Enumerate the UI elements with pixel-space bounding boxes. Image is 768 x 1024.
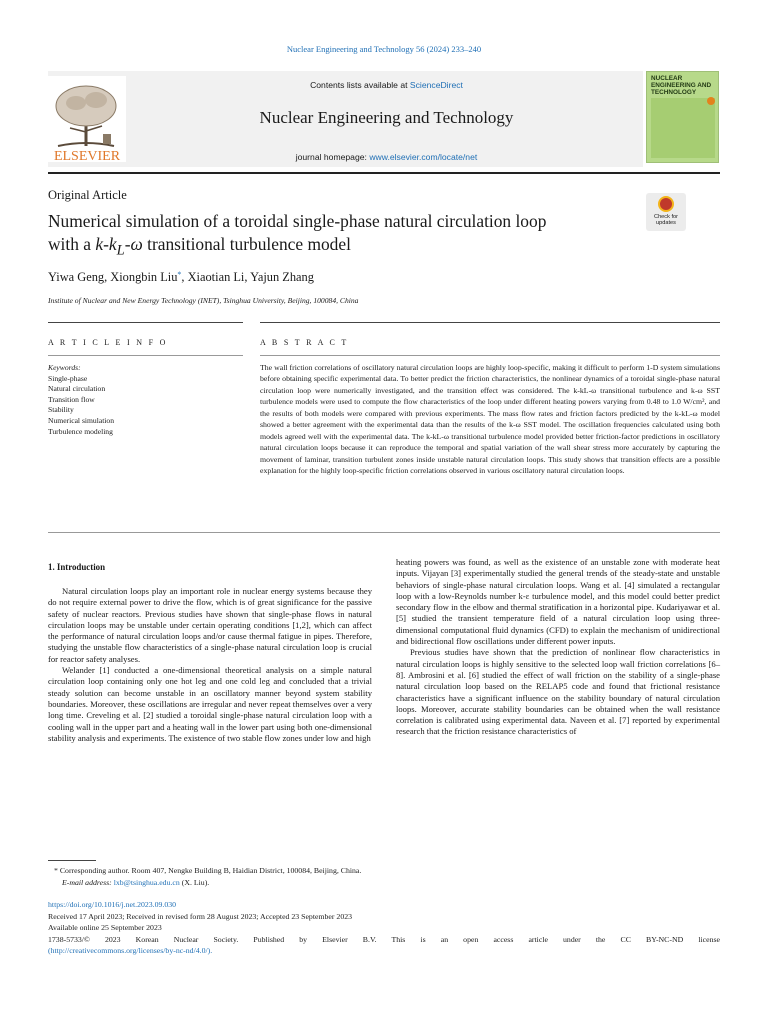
publisher-logo-text: ELSEVIER: [53, 149, 121, 162]
available-online: Available online 25 September 2023: [48, 923, 162, 932]
received-dates: Received 17 April 2023; Received in revised form 28 August 2023; Accepted 23 September 2023: [48, 911, 353, 921]
title-math-omega: ω: [130, 234, 143, 254]
header-divider: [48, 172, 720, 174]
corresponding-author-link[interactable]: *: [177, 270, 182, 279]
corresponding-footnote: [54, 865, 720, 877]
title-math-dash1: -: [103, 234, 109, 254]
title-math-sub: L: [116, 242, 125, 259]
cover-artwork: [651, 98, 715, 158]
title-math-kl: k: [108, 234, 117, 254]
body-column-left: [48, 586, 372, 744]
cover-title: NUCLEAR ENGINEERING AND TECHNOLOGY: [651, 75, 712, 96]
authors-part1: Yiwa Geng, Xiongbin Liu: [48, 270, 178, 284]
footnote-star: *: [54, 866, 58, 875]
title-math-k: k: [95, 234, 104, 254]
check-for-updates-badge[interactable]: [646, 193, 686, 231]
title-math-dash2: -: [124, 234, 131, 254]
body-paragraph: Welander [1] conducted a one-dimensional theoretical analysis on a simple natural circulation loop containing only one hot leg and one cold leg and concluded that a trivial steady solution can become unstable in an oscillatory manner beyond system stability boundaries. Moreover, these oscillations are irregular and never repeat themselves over a very long time. Creveling et al. [2] studied a toroidal single-phase natural circulation loop with a cooling wall in the upper part and a heating wall in the lower part using both one-dimensional stability analysis and experiments. The existence of two stable flow zones under low and high: [48, 665, 372, 743]
author-list: [48, 270, 314, 285]
authors-part2: , Xiaotian Li, Yajun Zhang: [181, 270, 314, 284]
footnotes: [54, 865, 720, 888]
sciencedirect-link[interactable]: ScienceDirect: [409, 80, 463, 90]
body-paragraph: heating powers was found, as well as the existence of an unstable zone with moderate heat inputs. Vijayan [3] experimentally studied the general trends of the steady-state and unstable behaviors of single-phase natural circulation loops. Wang et al. [4] simulated a rectangular loop with a low-Reynolds number k-ε turbulence model, and this model could better predict secondary flow in the elbow and thermal stratification in a horizontal pipe. Kudariyawar et al. [5] studied the transient temperature field of a natural circulation loop using three-dimensional computational fluid dynamics (CFD) to explain the mechanism of unidirectional and bidirectional flow oscillations under different power inputs.: [396, 557, 720, 647]
body-paragraph: Previous studies have shown that the prediction of nonlinear flow characteristics in natural circulation loops is highly sensitive to the selected loop wall friction correlations [6–8]. Ambrosini et al. [6] studied the effect of wall friction on the stability of a single-phase natural circulation loop based on the RELAP5 code and found that frictional resistance characteristics have a significant influence on the stability boundary of natural circulation loops. Moreover, accurate stability boundaries can be obtained when the wall resistance correlation is calibrated using experimental data. Naveen et al. [7] reported by experimental research that the friction resistance characteristics of: [396, 647, 720, 737]
keyword-item: Turbulence modeling: [48, 426, 113, 436]
affiliation: Institute of Nuclear and New Energy Technology (INET), Tsinghua University, Beijing, 100084, China: [48, 296, 359, 305]
email-link[interactable]: lxb@tsinghua.edu.cn: [113, 877, 180, 887]
corresponding-text: Corresponding author. Room 407, Nengke Building B, Haidian District, 100084, Beijing, China.: [59, 866, 362, 875]
homepage-line: [140, 152, 633, 162]
abstract-heading: A B S T R A C T: [260, 338, 349, 347]
journal-citation: [0, 44, 768, 54]
doi-link[interactable]: https://doi.org/10.1016/j.net.2023.09.030: [48, 900, 177, 909]
abstract-text: The wall friction correlations of oscillatory natural circulation loops are highly loop-specific, making it difficult to perform 1-D system simulations before obtaining specific experimental data. To better predict the friction characteristics, the nonlinear dynamics of a toroidal single-phase natural circulation loop were numerically investigated, and the transition effect was considered. The k-kL-ω transitional turbulence and k-ω SST turbulence models were used to compute the flow characteristics of the loop under different heating powers varying from 0.48 to 1.0 W/cm², and the results of both models were compared with previous experiments. The mass flow rates and friction factors predicted by the k-kL-ω model showed a better agreement with the experimental data than the results of the k-ω SST model. The oscillation frequencies calculated using both models agreed well with the experimental data. The k-kL-ω transitional turbulence model provided better friction-factor predictions in oscillatory natural circulation loops because it can reproduce the temporal and spatial variation of the wall shear stress more accurately by capturing the movement of laminar, transition turbulent zones inside unstable natural circulation loops. This study shows that transition effects are a possible explanation for the highly loop-specific friction correlations observed in various oscillatory natural circulation loops.: [260, 363, 720, 476]
keywords-block: [48, 363, 243, 437]
elsevier-logo[interactable]: [48, 76, 126, 162]
keyword-item: Single-phase: [48, 373, 88, 383]
keyword-item: Stability: [48, 405, 74, 415]
license-text: 1738-5733/© 2023 Korean Nuclear Society. Published by Elsevier B.V. This is an open access article under the CC BY-NC-ND license: [48, 934, 720, 944]
journal-cover-thumbnail[interactable]: [646, 71, 719, 163]
abstract-end-divider: [48, 532, 720, 533]
license-link[interactable]: (http://creativecommons.org/licenses/by-nc-nd/4.0/).: [48, 946, 213, 955]
info-divider: [48, 322, 243, 323]
keyword-item: Transition flow: [48, 394, 95, 404]
journal-name: Nuclear Engineering and Technology: [259, 108, 514, 127]
article-info-heading: A R T I C L E I N F O: [48, 338, 168, 347]
info-subdivider: [48, 355, 243, 356]
contents-line: [140, 80, 633, 90]
title-line2-suffix: transitional turbulence model: [142, 234, 351, 254]
title-line1: Numerical simulation of a toroidal single-phase natural circulation loop: [48, 211, 547, 231]
body-paragraph: Natural circulation loops play an important role in nuclear energy systems because they do not require external power to drive the flow, which is of great significance for the passive safety of nuclear reactors. Previous studies have shown that single-phase flows in natural circulation loops may be unstable under certain operating conditions [1,2], which can affect the performance of natural circulation loops and/or cause thermal fatigue in pipes. Therefore, studying the unstable flow characteristics of a single-phase natural circulation loop is crucial for reactor safety analyses.: [48, 586, 372, 664]
footnote-divider: [48, 860, 96, 861]
email-label: E-mail address:: [62, 877, 112, 887]
email-suffix: (X. Liu).: [181, 877, 210, 887]
check-updates-label: Check for updates: [654, 214, 678, 227]
keyword-item: Numerical simulation: [48, 415, 115, 425]
title-line2-prefix: with a: [48, 234, 96, 254]
article-type: Original Article: [48, 188, 127, 202]
body-column-right: [396, 557, 720, 738]
article-title: [48, 210, 628, 262]
cover-dot-icon: [707, 97, 715, 105]
journal-citation-link[interactable]: Nuclear Engineering and Technology 56 (2024) 233–240: [286, 44, 482, 54]
email-line: [54, 877, 720, 889]
introduction-heading: 1. Introduction: [48, 562, 106, 572]
keywords-label: Keywords:: [48, 363, 81, 372]
homepage-prefix: journal homepage:: [295, 152, 367, 162]
homepage-link[interactable]: www.elsevier.com/locate/net: [369, 152, 478, 162]
publication-info: [48, 899, 720, 957]
keyword-item: Natural circulation: [48, 384, 106, 394]
abstract-subdivider: [260, 355, 720, 356]
abstract-divider: [260, 322, 720, 323]
contents-prefix: Contents lists available at: [310, 80, 408, 90]
bookmark-icon: [658, 196, 674, 212]
